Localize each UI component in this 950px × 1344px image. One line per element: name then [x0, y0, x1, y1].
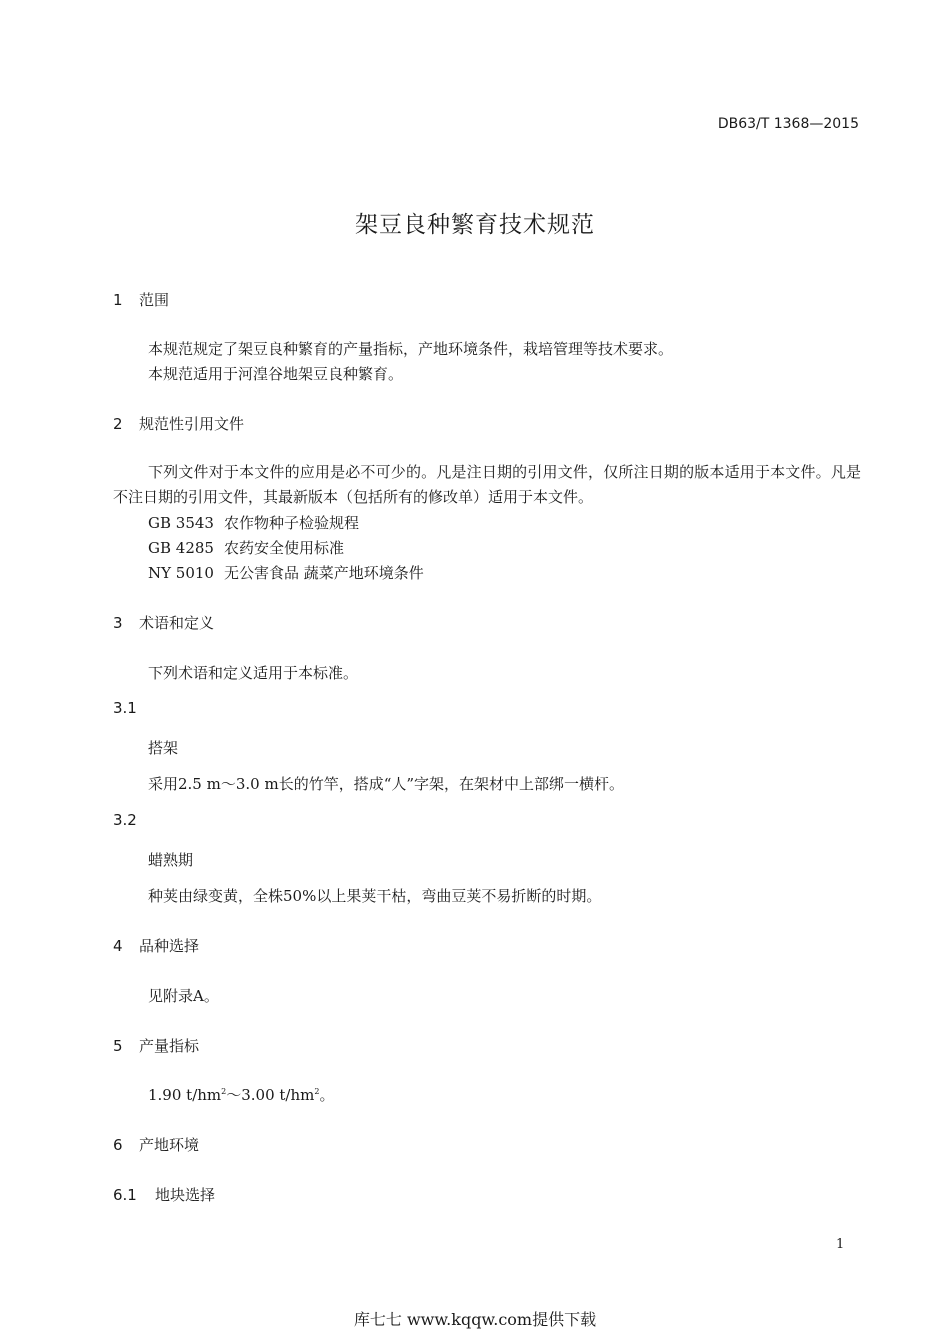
reference-item — [148, 562, 424, 583]
section-title: 品种选择 — [139, 937, 200, 955]
section-heading-yield — [113, 1035, 199, 1056]
reference-name: 无公害食品 蔬菜产地环境条件 — [224, 564, 424, 582]
document-title: 架豆良种繁育技术规范 — [355, 212, 595, 238]
reference-code: NY 5010 — [148, 564, 214, 582]
section-title: 术语和定义 — [139, 614, 215, 632]
scope-paragraph-2: 本规范适用于河湟谷地架豆良种繁育。 — [148, 365, 404, 383]
unit-superscript: 2 — [221, 1087, 227, 1096]
section-title: 产地环境 — [139, 1136, 200, 1154]
reference-code: GB 4285 — [148, 539, 214, 557]
section-number: 2 — [113, 415, 123, 433]
section-number: 3 — [113, 614, 123, 632]
section-heading-terms — [113, 612, 214, 633]
term-number: 3.2 — [113, 811, 137, 829]
yield-lower-value: 1.90 t/hm — [148, 1086, 222, 1104]
section-title: 规范性引用文件 — [139, 415, 245, 433]
section-heading-environment — [113, 1134, 199, 1155]
standard-code: DB63/T 1368—2015 — [717, 116, 859, 132]
scope-paragraph-1: 本规范规定了架豆良种繁育的产量指标，产地环境条件，栽培管理等技术要求。 — [148, 340, 674, 358]
terms-intro-paragraph: 下列术语和定义适用于本标准。 — [148, 664, 359, 682]
yield-period: 。 — [319, 1086, 335, 1104]
term-name: 蜡熟期 — [148, 851, 194, 869]
variety-paragraph: 见附录A。 — [148, 987, 219, 1005]
term-name: 搭架 — [148, 739, 179, 757]
subsection-title: 地块选择 — [155, 1186, 216, 1204]
reference-code: GB 3543 — [148, 514, 214, 532]
term-definition: 采用2.5 m～3.0 m长的竹竿，搭成“人”字架，在架材中上部绑一横杆。 — [148, 775, 625, 793]
subsection-heading-plot-selection — [113, 1184, 215, 1205]
section-number: 1 — [113, 291, 123, 309]
term-definition: 种荚由绿变黄，全株50%以上果荚干枯，弯曲豆荚不易折断的时期。 — [148, 887, 602, 905]
unit-superscript: 2 — [314, 1087, 320, 1096]
section-heading-scope — [113, 289, 169, 310]
section-title: 范围 — [139, 291, 170, 309]
reference-name: 农作物种子检验规程 — [224, 514, 360, 532]
yield-upper-value: ～3.00 t/hm — [226, 1086, 315, 1104]
download-footer: 库七七 www.kqqw.com提供下载 — [353, 1310, 597, 1329]
section-number: 5 — [113, 1037, 123, 1055]
reference-item — [148, 537, 344, 558]
section-title: 产量指标 — [139, 1037, 200, 1055]
section-number: 6 — [113, 1136, 123, 1154]
reference-item — [148, 512, 359, 533]
page-number: 1 — [836, 1237, 845, 1252]
section-number: 4 — [113, 937, 123, 955]
normative-intro-paragraph: 下列文件对于本文件的应用是必不可少的。凡是注日期的引用文件，仅所注日期的版本适用于本文件。凡是不注日期的引用文件，其最新版本（包括所有的修改单）适用于本文件。 — [113, 463, 861, 506]
term-number: 3.1 — [113, 699, 137, 717]
section-heading-normative-references — [113, 413, 244, 434]
section-heading-variety — [113, 935, 199, 956]
subsection-number: 6.1 — [113, 1186, 137, 1204]
yield-paragraph — [148, 1084, 334, 1105]
reference-name: 农药安全使用标准 — [224, 539, 345, 557]
